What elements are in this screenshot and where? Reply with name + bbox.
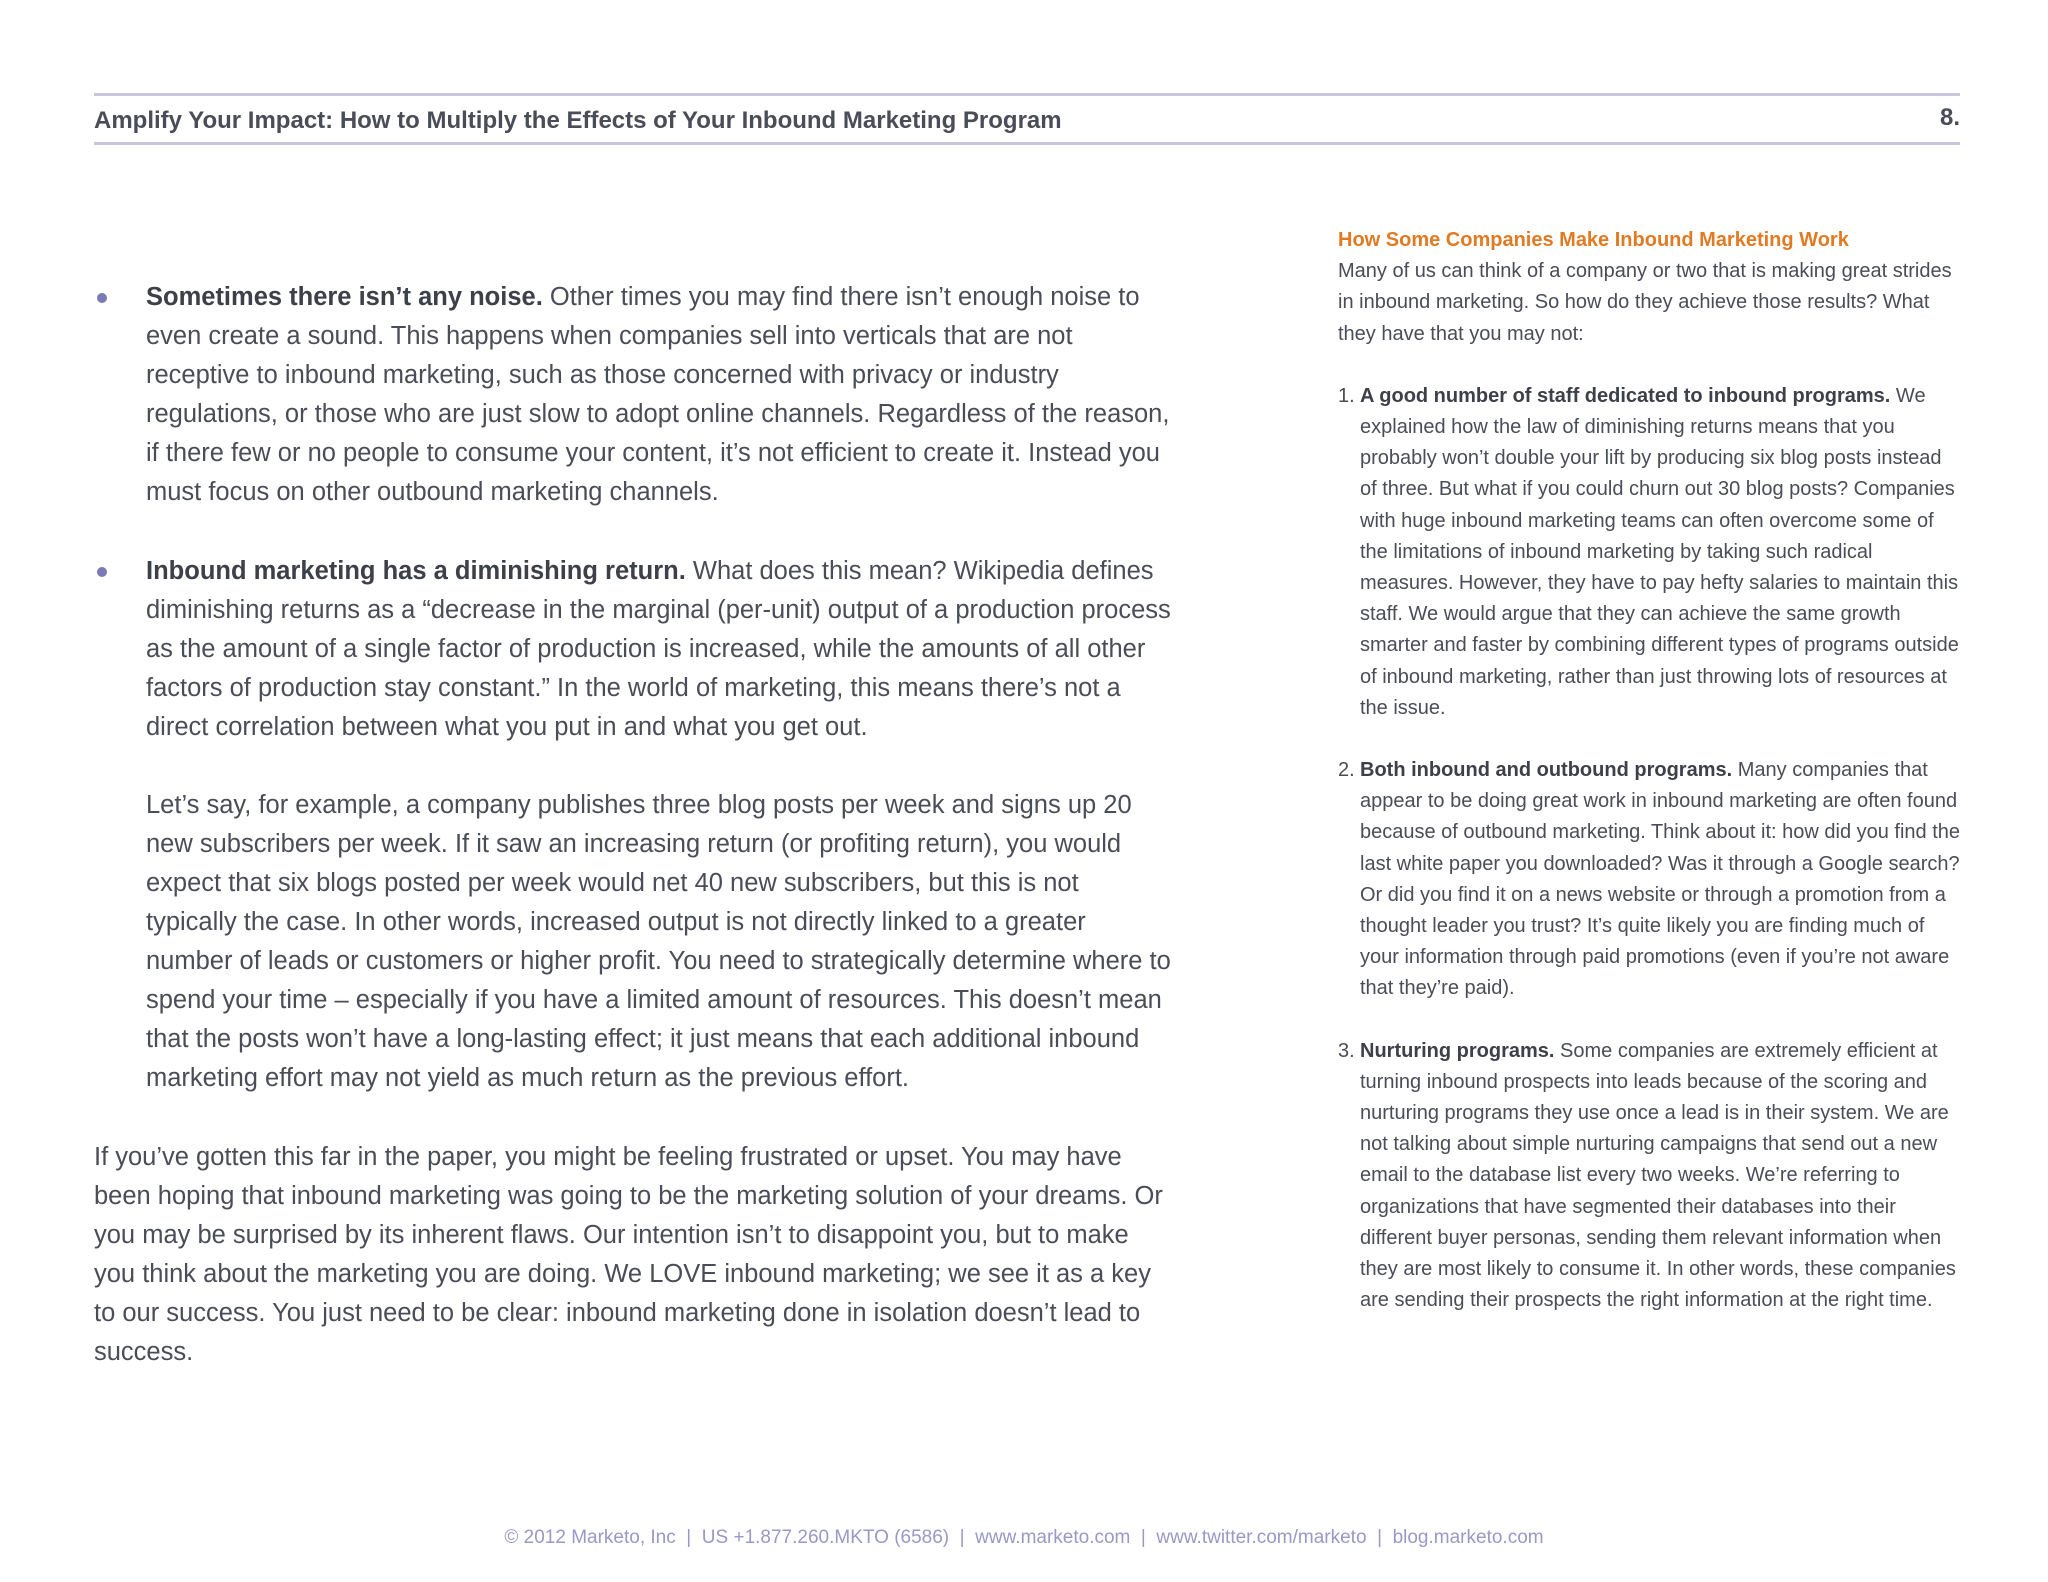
- page-header: [94, 93, 1960, 145]
- sidebar-list: [1338, 381, 1963, 1317]
- list-number: 3.: [1338, 1039, 1355, 1062]
- sidebar-list-item: [1338, 381, 1963, 724]
- bullet-paragraph: Let’s say, for example, a company publishes three blog posts per week and signs up 20 new subscribers per week. If it saw an increasing return (or profiting return), you would expect that six blogs posted per week would net 40 new subscribers, but this is not typically the case. In other words, increased output is not directly linked to a greater number of leads or customers or higher profit. You need to strategically determine where to spend your time – especially if you have a limited amount of resources. This doesn’t mean that the posts won’t have a long-lasting effect; it just means that each additional inbound marketing effort may not yield as much return as the previous effort.: [146, 791, 1171, 1092]
- sidebar-title: How Some Companies Make Inbound Marketing Work: [1338, 229, 1849, 251]
- bullet-dot-icon: [97, 293, 107, 303]
- bullet-text: What does this mean? Wikipedia defines diminishing returns as a “decrease in the marginal (per-unit) output of a production process as the amount of a single factor of production is increased, while the amounts of all other factors of production stay constant.” In the world of marketing, this means there’s not a direct correlation between what you put in and what you get out.: [146, 557, 1171, 741]
- bullet-lead: Inbound marketing has a diminishing return.: [146, 557, 686, 585]
- main-column: [94, 278, 1174, 1372]
- sidebar-intro: Many of us can think of a company or two that is making great strides in inbound marketing. So how do they achieve those results? What they have that you may not:: [1338, 260, 1952, 345]
- bullet-lead: Sometimes there isn’t any noise.: [146, 283, 543, 311]
- document-title: Amplify Your Impact: How to Multiply the Effects of Your Inbound Marketing Program: [94, 107, 1062, 134]
- bullet-paragraph: [146, 278, 1174, 512]
- list-item-text: Some companies are extremely efficient at turning inbound prospects into leads because of the scoring and nurturing programs they use once a lead is in their system. We are not talking about simple nurturing campaigns that send out a new email to the database list every two weeks. We’re referring to organizations that have segmented their databases into their different buyer personas, sending them relevant information when they are most likely to consume it. In other words, these companies are sending their prospects the right information at the right time.: [1360, 1039, 1956, 1312]
- bullet-text: Other times you may find there isn’t enough noise to even create a sound. This happens when companies sell into verticals that are not receptive to inbound marketing, such as those concerned with privacy or industry regulations, or those who are just slow to adopt online channels. Regardless of the reason, if there few or no people to consume your content, it’s not efficient to create it. Instead you must focus on other outbound marketing channels.: [146, 283, 1170, 506]
- list-item-text: Many companies that appear to be doing great work in inbound marketing are often found because of outbound marketing. Think about it: how did you find the last white paper you downloaded? Was it through a Google search? Or did you find it on a news website or through a promotion from a thought leader you trust? It’s quite likely you are finding much of your information through paid promotions (even if you’re not aware that they’re paid).: [1360, 759, 1961, 1000]
- closing-paragraph: If you’ve gotten this far in the paper, you might be feeling frustrated or upset. You may have been hoping that inbound marketing was going to be the marketing solution of your dreams. Or you may be surprised by its inherent flaws. Our intention isn’t to disappoint you, but to make you think about the marketing you are doing. We LOVE inbound marketing; we see it as a key to our success. You just need to be clear: inbound marketing done in isolation doesn’t lead to success.: [94, 1143, 1163, 1366]
- list-item-lead: A good number of staff dedicated to inbound programs.: [1360, 384, 1891, 407]
- list-number: 2.: [1338, 759, 1355, 782]
- bullet-dot-icon: [97, 567, 107, 577]
- bullet-item: [94, 278, 1174, 512]
- page-number: 8.: [1939, 104, 1960, 131]
- list-item-lead: Both inbound and outbound programs.: [1360, 759, 1733, 782]
- list-item-text: We explained how the law of diminishing returns means that you probably won’t double your lift by producing six blog posts instead of three. But what if you could churn out 30 blog posts? Companies with huge inbound marketing teams can often overcome some of the limitations of inbound marketing by taking such radical measures. However, they have to pay hefty salaries to maintain this staff. We would argue that they can achieve the same growth smarter and faster by combining different types of programs outside of inbound marketing, rather than just throwing lots of resources at the issue.: [1360, 384, 1959, 719]
- sidebar: [1338, 225, 1963, 1348]
- sidebar-list-item: [1338, 755, 1963, 1005]
- list-item-lead: Nurturing programs.: [1360, 1039, 1555, 1062]
- sidebar-list-item: [1338, 1036, 1963, 1317]
- page-footer: © 2012 Marketo, Inc | US +1.877.260.MKTO (6586) | www.marketo.com | www.twitter.com/marketo | blog.marketo.com: [504, 1527, 1544, 1548]
- bullet-item: [94, 552, 1174, 1098]
- bullet-paragraph: [146, 552, 1174, 747]
- list-number: 1.: [1338, 384, 1355, 407]
